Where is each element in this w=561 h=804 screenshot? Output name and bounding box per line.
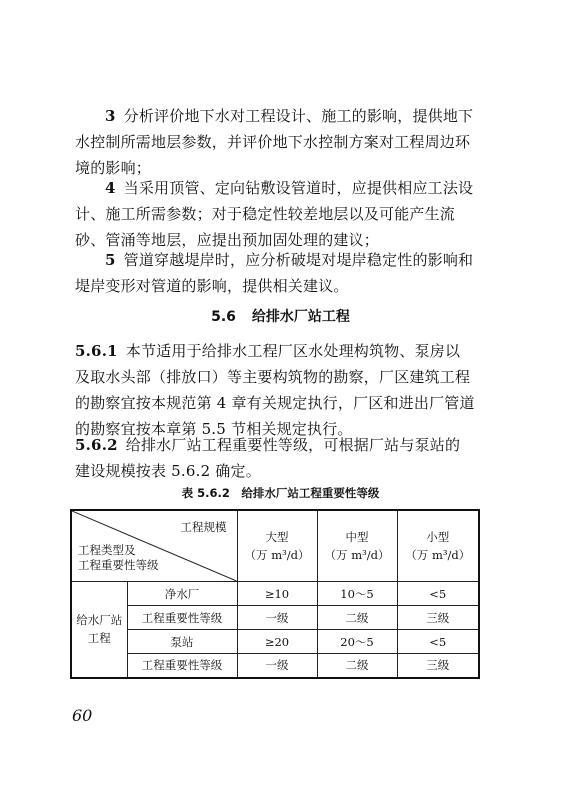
table-cell: 三级 [397, 606, 479, 630]
row-label: 净水厂 [127, 582, 237, 606]
diagonal-header-cell [71, 510, 237, 582]
column-label: 大型 [265, 530, 289, 544]
column-unit: （万 m³/d） [244, 548, 310, 562]
row-label: 泵站 [127, 630, 237, 654]
group-label-line1: 给水厂站 [76, 613, 123, 628]
list-item-5 [75, 247, 475, 299]
section-number: 5.6 [211, 309, 236, 325]
item-number: 3 [105, 107, 116, 125]
group-label-line2: 工程 [87, 631, 111, 646]
table-row [71, 630, 479, 654]
column-unit: （万 m³/d） [324, 548, 390, 562]
table-cell: 三级 [397, 654, 479, 678]
table-cell: <5 [397, 582, 479, 606]
group-label-cell [71, 582, 127, 678]
section-heading [0, 306, 561, 326]
column-header-large [237, 510, 317, 582]
clause-number: 5.6.1 [75, 342, 118, 360]
list-item-4 [75, 175, 475, 253]
item-text: 管道穿越堤岸时，应分析破堤对堤岸稳定性的影响和堤岸变形对管道的影响，提供相关建议。 [75, 251, 474, 295]
column-label: 小型 [426, 530, 450, 544]
table-cell: 20～5 [317, 630, 397, 654]
clause-number: 5.6.2 [75, 436, 118, 454]
corner-bottom-line1: 工程类型及 [78, 543, 136, 557]
corner-bottom-label [78, 543, 159, 573]
column-label: 中型 [345, 530, 369, 544]
clause-text: 本节适用于给排水工程厂区水处理构筑物、泵房以及取水头部（排放口）等主要构筑物的勘察，厂区建筑工程的勘察宜按本规范第 4 章有关规定执行，厂区和进出厂管道的勘察宜按本章第 5.5 节相关规定执行。 [75, 342, 475, 438]
item-number: 4 [105, 179, 116, 197]
table-cell: 10～5 [317, 582, 397, 606]
column-header-medium [317, 510, 397, 582]
clause-5-6-1 [75, 338, 475, 442]
table-cell: 一级 [237, 606, 317, 630]
table-caption: 表 5.6.2 给排水厂站工程重要性等级 [181, 486, 380, 500]
importance-grade-table [70, 509, 480, 679]
table-cell: <5 [397, 630, 479, 654]
column-header-small [397, 510, 479, 582]
table-cell: ≥20 [237, 630, 317, 654]
table-cell: 二级 [317, 654, 397, 678]
item-text: 分析评价地下水对工程设计、施工的影响，提供地下水控制所需地层参数，并评价地下水控制方案对工程周边环境的影响； [75, 107, 474, 177]
column-unit: （万 m³/d） [405, 548, 471, 562]
item-number: 5 [105, 251, 116, 269]
clause-5-6-2 [75, 432, 475, 484]
clause-text: 给排水厂站工程重要性等级，可根据厂站与泵站的建设规模按表 5.6.2 确定。 [75, 436, 461, 480]
table-row [71, 654, 479, 678]
list-item-3 [75, 103, 475, 181]
table-header-row [71, 510, 479, 582]
row-label: 工程重要性等级 [127, 606, 237, 630]
table-cell: ≥10 [237, 582, 317, 606]
row-label: 工程重要性等级 [127, 654, 237, 678]
page-number: 60 [72, 706, 93, 725]
section-title: 给排水厂站工程 [251, 309, 350, 325]
table-row [71, 582, 479, 606]
item-text: 当采用顶管、定向钻敷设管道时，应提供相应工法设计、施工所需参数；对于稳定性较差地层以及可能产生流砂、管涌等地层，应提出预加固处理的建议； [75, 179, 474, 249]
corner-top-label: 工程规模 [180, 520, 227, 534]
table-row [71, 606, 479, 630]
table-cell: 一级 [237, 654, 317, 678]
table-cell: 二级 [317, 606, 397, 630]
corner-bottom-line2: 工程重要性等级 [78, 558, 159, 572]
